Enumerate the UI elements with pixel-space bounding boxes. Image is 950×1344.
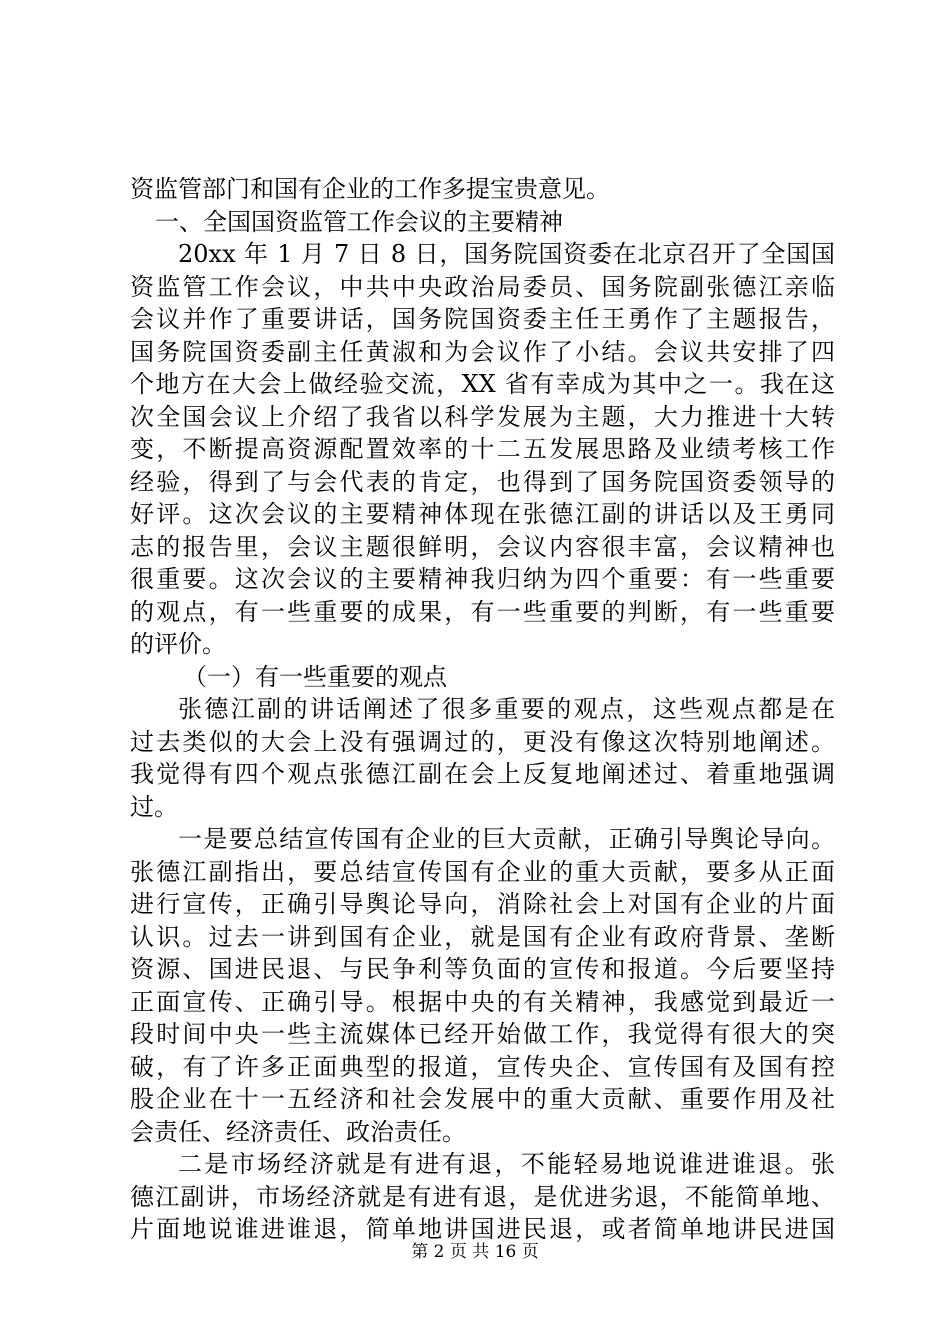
text-line: 20xx 年 1 月 7 日 8 日，国务院国资委在北京召开了全国国	[178, 240, 835, 268]
text-line: 过。	[130, 792, 178, 821]
text-line: 资源、国进民退、与民争利等负面的宣传和报道。今后要坚持	[130, 955, 835, 983]
text-line: 一、全国国资监管工作会议的主要精神	[155, 207, 563, 236]
text-line: 片面地说谁进谁退，简单地讲国进民退，或者简单地讲民进国	[130, 1215, 835, 1243]
text-line: 会议并作了重要讲话，国务院国资委主任王勇作了主题报告，	[130, 305, 835, 333]
text-line: 段时间中央一些主流媒体已经开始做工作，我觉得有很大的突	[130, 1020, 835, 1048]
text-line: 破，有了许多正面典型的报道，宣传央企、宣传国有及国有控	[130, 1052, 835, 1081]
text-line: 张德江副指出，要总结宣传国有企业的重大贡献，要多从正面	[130, 857, 835, 886]
text-line: 我觉得有四个观点张德江副在会上反复地阐述过、着重地强调	[130, 760, 835, 788]
text-line: 会责任、经济责任、政治责任。	[130, 1117, 466, 1146]
text-line: 的观点，有一些重要的成果，有一些重要的判断，有一些重要	[130, 597, 835, 626]
text-line: 进行宣传，正确引导舆论导向，消除社会上对国有企业的片面	[130, 890, 835, 918]
text-line: 次全国会议上介绍了我省以科学发展为主题，大力推进十大转	[130, 402, 835, 431]
page-footer: 第 2 页 共 16 页	[411, 1242, 539, 1262]
text-line: 资监管工作会议，中共中央政治局委员、国务院副张德江亲临	[130, 272, 835, 301]
text-line: 过去类似的大会上没有强调过的，更没有像这次特别地阐述。	[130, 727, 835, 756]
text-line: 志的报告里，会议主题很鲜明，会议内容很丰富，会议精神也	[130, 532, 835, 561]
text-line: 正面宣传、正确引导。根据中央的有关精神，我感觉到最近一	[130, 987, 835, 1016]
text-line: 张德江副的讲话阐述了很多重要的观点，这些观点都是在	[178, 695, 835, 723]
text-line: 好评。这次会议的主要精神体现在张德江副的讲话以及王勇同	[130, 500, 835, 528]
text-line: 资监管部门和国有企业的工作多提宝贵意见。	[130, 175, 610, 203]
document-body	[130, 173, 835, 1246]
text-line: 国务院国资委副主任黄淑和为会议作了小结。会议共安排了四	[130, 337, 835, 366]
text-line: 个地方在大会上做经验交流，XX 省有幸成为其中之一。我在这	[130, 370, 835, 398]
text-line: 二是市场经济就是有进有退，不能轻易地说谁进谁退。张	[178, 1150, 835, 1178]
text-line: 的评价。	[130, 630, 226, 658]
text-line: 一是要总结宣传国有企业的巨大贡献，正确引导舆论导向。	[178, 825, 835, 853]
text-line: （一）有一些重要的观点	[183, 662, 447, 691]
text-line: 德江副讲，市场经济就是有进有退，是优进劣退，不能简单地、	[130, 1182, 835, 1211]
text-line: 变，不断提高资源配置效率的十二五发展思路及业绩考核工作	[130, 435, 835, 463]
text-line: 很重要。这次会议的主要精神我归纳为四个重要：有一些重要	[130, 565, 835, 593]
text-line: 认识。过去一讲到国有企业，就是国有企业有政府背景、垄断	[130, 922, 835, 951]
text-line: 股企业在十一五经济和社会发展中的重大贡献、重要作用及社	[130, 1085, 835, 1113]
text-line: 经验，得到了与会代表的肯定，也得到了国务院国资委领导的	[130, 467, 835, 496]
